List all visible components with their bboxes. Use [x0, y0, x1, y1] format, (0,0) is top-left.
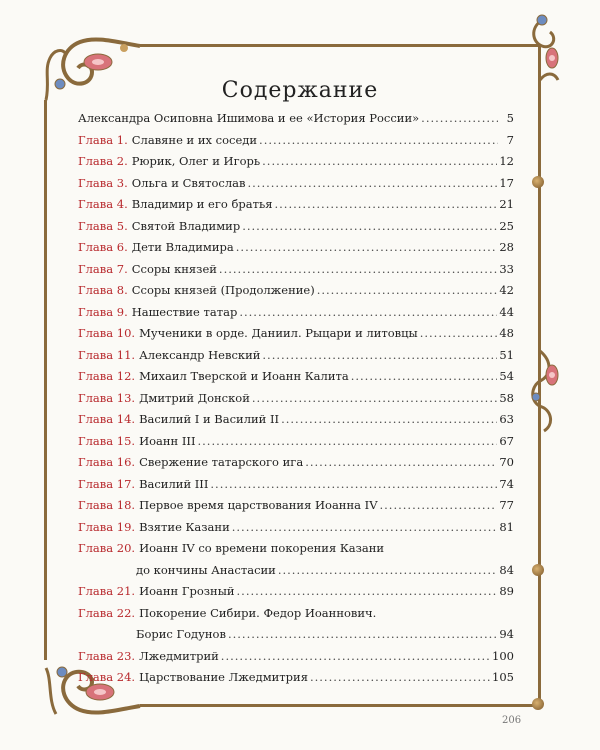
dot-leader — [232, 520, 498, 534]
page-reference: 105 — [492, 670, 514, 684]
chapter-number: Глава 21. — [78, 584, 136, 598]
page-reference: 74 — [499, 476, 514, 491]
page-reference: 81 — [499, 519, 514, 534]
chapter-title: Василий I и Василий II — [139, 412, 280, 426]
chapter-title: Мученики в орде. Даниил. Рыцари и литовцы — [139, 326, 418, 340]
toc-entry — [78, 369, 514, 391]
toc-entry — [78, 111, 514, 133]
dot-leader — [210, 477, 497, 491]
page-reference: 17 — [499, 175, 514, 190]
chapter-number: Глава 7. — [78, 261, 128, 276]
dot-leader — [228, 627, 497, 641]
chapter-title: Ольга и Святослав — [131, 175, 246, 190]
dot-leader — [252, 391, 497, 405]
frame-knob-icon — [532, 564, 544, 576]
chapter-title: Первое время царствования Иоанна IV — [139, 498, 378, 512]
chapter-title: Ссоры князей — [131, 261, 217, 276]
chapter-title: Василий III — [139, 476, 209, 491]
frame-knob-icon — [532, 176, 544, 188]
page-reference: 94 — [499, 627, 514, 641]
toc-entry — [78, 627, 514, 649]
page-reference: 12 — [499, 154, 514, 168]
toc-entry — [78, 606, 514, 628]
chapter-title: Дмитрий Донской — [139, 390, 250, 405]
toc-entry — [78, 262, 514, 284]
dot-leader — [262, 348, 497, 362]
dot-leader — [310, 670, 490, 684]
toc-entry — [78, 498, 514, 520]
toc-entry — [78, 176, 514, 198]
dot-leader — [351, 369, 498, 383]
toc-entry — [78, 649, 514, 671]
chapter-title: Иоанн IV со времени покорения Казани — [139, 541, 385, 555]
dot-leader — [317, 283, 498, 297]
chapter-title: Нашествие татар — [131, 304, 238, 319]
toc-entry — [78, 154, 514, 176]
chapter-title: Александра Осиповна Ишимова и ее «История России» — [78, 111, 420, 125]
chapter-title: Дети Владимира — [131, 240, 234, 254]
page-reference: 67 — [499, 433, 514, 448]
chapter-title: до кончины Анастасии — [136, 562, 276, 577]
table-of-contents — [78, 111, 514, 692]
page-reference: 5 — [506, 111, 514, 125]
toc-entry — [78, 541, 514, 563]
dot-leader — [247, 176, 497, 190]
page-reference: 21 — [499, 197, 514, 211]
page-title: Содержание — [221, 78, 379, 103]
chapter-number: Глава 11. — [78, 347, 136, 362]
toc-entry — [78, 240, 514, 262]
dot-leader — [221, 649, 490, 663]
page-reference: 54 — [499, 369, 514, 383]
dot-leader — [281, 412, 497, 426]
toc-entry — [78, 455, 514, 477]
toc-entry — [78, 219, 514, 241]
chapter-title: Михаил Тверской и Иоанн Калита — [139, 369, 349, 383]
chapter-title: Иоанн III — [139, 433, 196, 448]
chapter-number: Глава 1. — [78, 132, 128, 147]
page-reference: 89 — [499, 584, 514, 598]
chapter-title: Свержение татарского ига — [139, 455, 304, 469]
toc-entry — [78, 477, 514, 499]
dot-leader — [380, 498, 498, 512]
page-reference: 100 — [492, 648, 514, 663]
dot-leader — [239, 305, 497, 319]
dot-leader — [242, 219, 497, 233]
page-reference: 33 — [499, 261, 514, 276]
chapter-title: Святой Владимир — [131, 218, 241, 233]
chapter-number: Глава 4. — [78, 197, 128, 211]
chapter-number: Глава 6. — [78, 240, 128, 254]
dot-leader — [274, 197, 497, 211]
page-reference: 7 — [506, 132, 514, 147]
chapter-number: Глава 18. — [78, 498, 136, 512]
dot-leader — [237, 584, 498, 598]
frame-top-border — [140, 44, 538, 47]
page-reference: 51 — [499, 347, 514, 362]
toc-entry — [78, 283, 514, 305]
dot-leader — [219, 262, 497, 276]
toc-entry — [78, 348, 514, 370]
chapter-title: Иоанн Грозный — [139, 584, 235, 598]
dot-leader — [278, 563, 498, 577]
chapter-number: Глава 5. — [78, 218, 128, 233]
chapter-title: Славяне и их соседи — [131, 132, 258, 147]
chapter-title: Лжедмитрий — [139, 648, 219, 663]
chapter-number: Глава 3. — [78, 175, 128, 190]
toc-entry — [78, 197, 514, 219]
chapter-number: Глава 20. — [78, 541, 136, 555]
dot-leader — [262, 154, 497, 168]
page-reference: 48 — [499, 326, 514, 340]
dot-leader — [420, 326, 498, 340]
chapter-number: Глава 2. — [78, 154, 128, 168]
frame-bottom-border — [140, 704, 538, 707]
chapter-number: Глава 12. — [78, 369, 136, 383]
chapter-number: Глава 23. — [78, 648, 136, 663]
page-reference: 70 — [499, 455, 514, 469]
dot-leader — [259, 133, 498, 147]
dot-leader — [421, 111, 498, 125]
toc-entry — [78, 305, 514, 327]
chapter-title: Царствование Лжедмитрия — [139, 670, 308, 684]
page-reference: 58 — [499, 390, 514, 405]
chapter-title: Взятие Казани — [139, 519, 230, 534]
toc-entry — [78, 520, 514, 542]
frame-knob-icon — [532, 698, 544, 710]
chapter-title: Владимир и его братья — [131, 197, 273, 211]
page-reference: 25 — [499, 218, 514, 233]
chapter-number: Глава 22. — [78, 605, 136, 620]
right-side-ornament-icon — [522, 345, 568, 435]
chapter-number: Глава 24. — [78, 670, 136, 684]
chapter-title: Александр Невский — [139, 347, 261, 362]
dot-leader — [236, 240, 498, 254]
chapter-number: Глава 8. — [78, 283, 128, 297]
frame-left-border — [44, 100, 47, 660]
toc-entry — [78, 563, 514, 585]
chapter-title: Покорение Сибири. Федор Иоаннович. — [139, 605, 377, 620]
chapter-number: Глава 14. — [78, 412, 136, 426]
chapter-number: Глава 15. — [78, 433, 136, 448]
toc-entry — [78, 412, 514, 434]
chapter-title: Рюрик, Олег и Игорь — [131, 154, 261, 168]
toc-entry — [78, 584, 514, 606]
page-reference: 44 — [499, 304, 514, 319]
toc-entry — [78, 391, 514, 413]
chapter-number: Глава 13. — [78, 390, 136, 405]
page-reference: 28 — [499, 240, 514, 254]
page-reference: 42 — [499, 283, 514, 297]
chapter-number: Глава 9. — [78, 304, 128, 319]
toc-entry — [78, 670, 514, 692]
toc-entry — [78, 133, 514, 155]
toc-entry — [78, 326, 514, 348]
chapter-number: Глава 10. — [78, 326, 136, 340]
chapter-number: Глава 19. — [78, 519, 136, 534]
dot-leader — [305, 455, 497, 469]
chapter-title: Ссоры князей (Продолжение) — [131, 283, 315, 297]
page-number: 206 — [502, 715, 522, 726]
chapter-title: Борис Годунов — [136, 627, 226, 641]
page-reference: 77 — [499, 498, 514, 512]
page-reference: 84 — [499, 562, 514, 577]
toc-entry — [78, 434, 514, 456]
chapter-number: Глава 16. — [78, 455, 136, 469]
chapter-number: Глава 17. — [78, 476, 136, 491]
dot-leader — [197, 434, 497, 448]
page-reference: 63 — [499, 412, 514, 426]
